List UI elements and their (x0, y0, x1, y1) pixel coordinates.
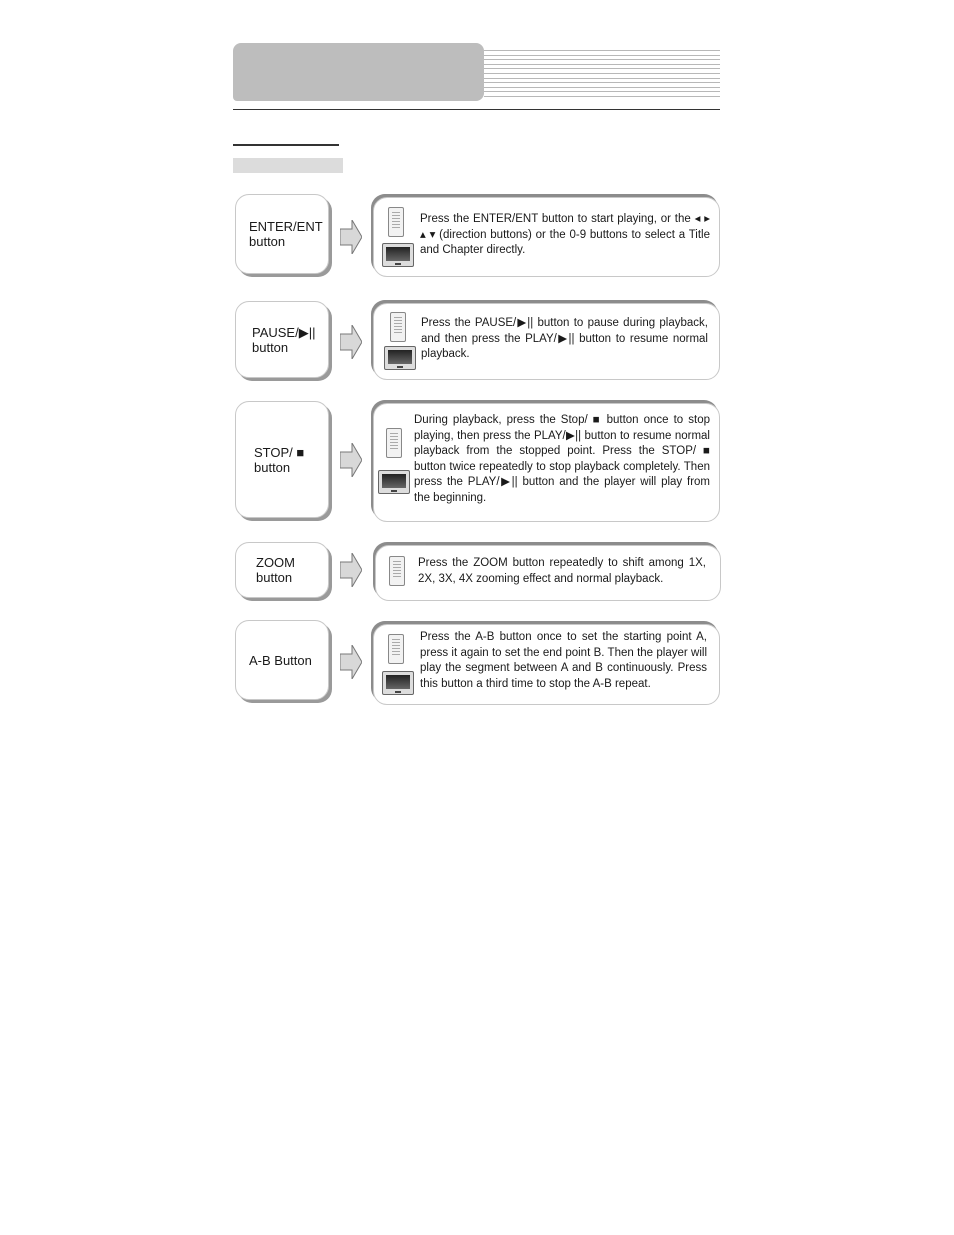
subsection-bar (233, 158, 343, 173)
label-enter-button (235, 194, 329, 274)
description-text: During playback, press the Stop/ ■ button once to stop playing, then press the PLAY/▶|| button to resume normal playback from the stopped point. Press the STOP/ ■ button twice repeatedly to stop playback completely. Then press the PLAY/▶|| button and the player will play from the beginning. (414, 414, 710, 504)
description-box-pause (373, 303, 720, 380)
remote-control-icon (386, 428, 402, 458)
header-rule (233, 109, 720, 110)
arrow-right-icon (340, 443, 362, 477)
description-box-enter (373, 197, 720, 277)
tv-screen-icon (382, 243, 414, 267)
label-pause-button (235, 301, 329, 378)
header-tab (233, 43, 484, 101)
label-line2: button (254, 459, 291, 475)
arrow-right-icon (340, 220, 362, 254)
arrow-right-icon (340, 553, 362, 587)
remote-control-icon (390, 312, 406, 342)
tv-screen-icon (378, 470, 410, 494)
description-box-stop (373, 403, 720, 522)
label-line1: ENTER/ENT (249, 219, 323, 234)
arrow-right-icon (340, 645, 362, 679)
description-box-ab (373, 624, 720, 705)
label-line1: ZOOM (256, 555, 295, 570)
label-zoom-button (235, 542, 329, 598)
label-line2: button (252, 339, 289, 355)
section-title-underline (233, 144, 339, 146)
description-text: Press the A-B button once to set the starting point A, press it again to set the end point B. Then the player will play the segment between A and B continuously. Press this button a third time to stop the A-B repeat. (420, 631, 707, 690)
description-text: Press the PAUSE/▶|| button to pause during playback, and then press the PLAY/▶|| button to resume normal playback. (421, 317, 708, 360)
label-stop-button (235, 401, 329, 518)
description-text: Press the ZOOM button repeatedly to shift among 1X, 2X, 3X, 4X zooming effect and normal playback. (418, 557, 706, 585)
label-ab-button (235, 620, 329, 700)
tv-screen-icon (382, 671, 414, 695)
remote-control-icon (388, 634, 404, 664)
label-line1: PAUSE/▶|| (252, 324, 316, 340)
label-line1: STOP/ ■ (254, 444, 305, 460)
tv-screen-icon (384, 346, 416, 370)
remote-control-icon (388, 207, 404, 237)
description-box-zoom (375, 545, 721, 601)
label-line2: button (249, 234, 286, 249)
remote-control-icon (389, 556, 405, 586)
header-lines (484, 50, 720, 98)
arrow-right-icon (340, 325, 362, 359)
description-text: Press the ENTER/ENT button to start playing, or the ◂ ▸ ▴ ▾ (direction buttons) or the 0-9 buttons to select a Title and Chapter directly. (420, 213, 710, 256)
label-line2: button (256, 570, 293, 585)
label-line1: A-B Button (249, 652, 312, 668)
